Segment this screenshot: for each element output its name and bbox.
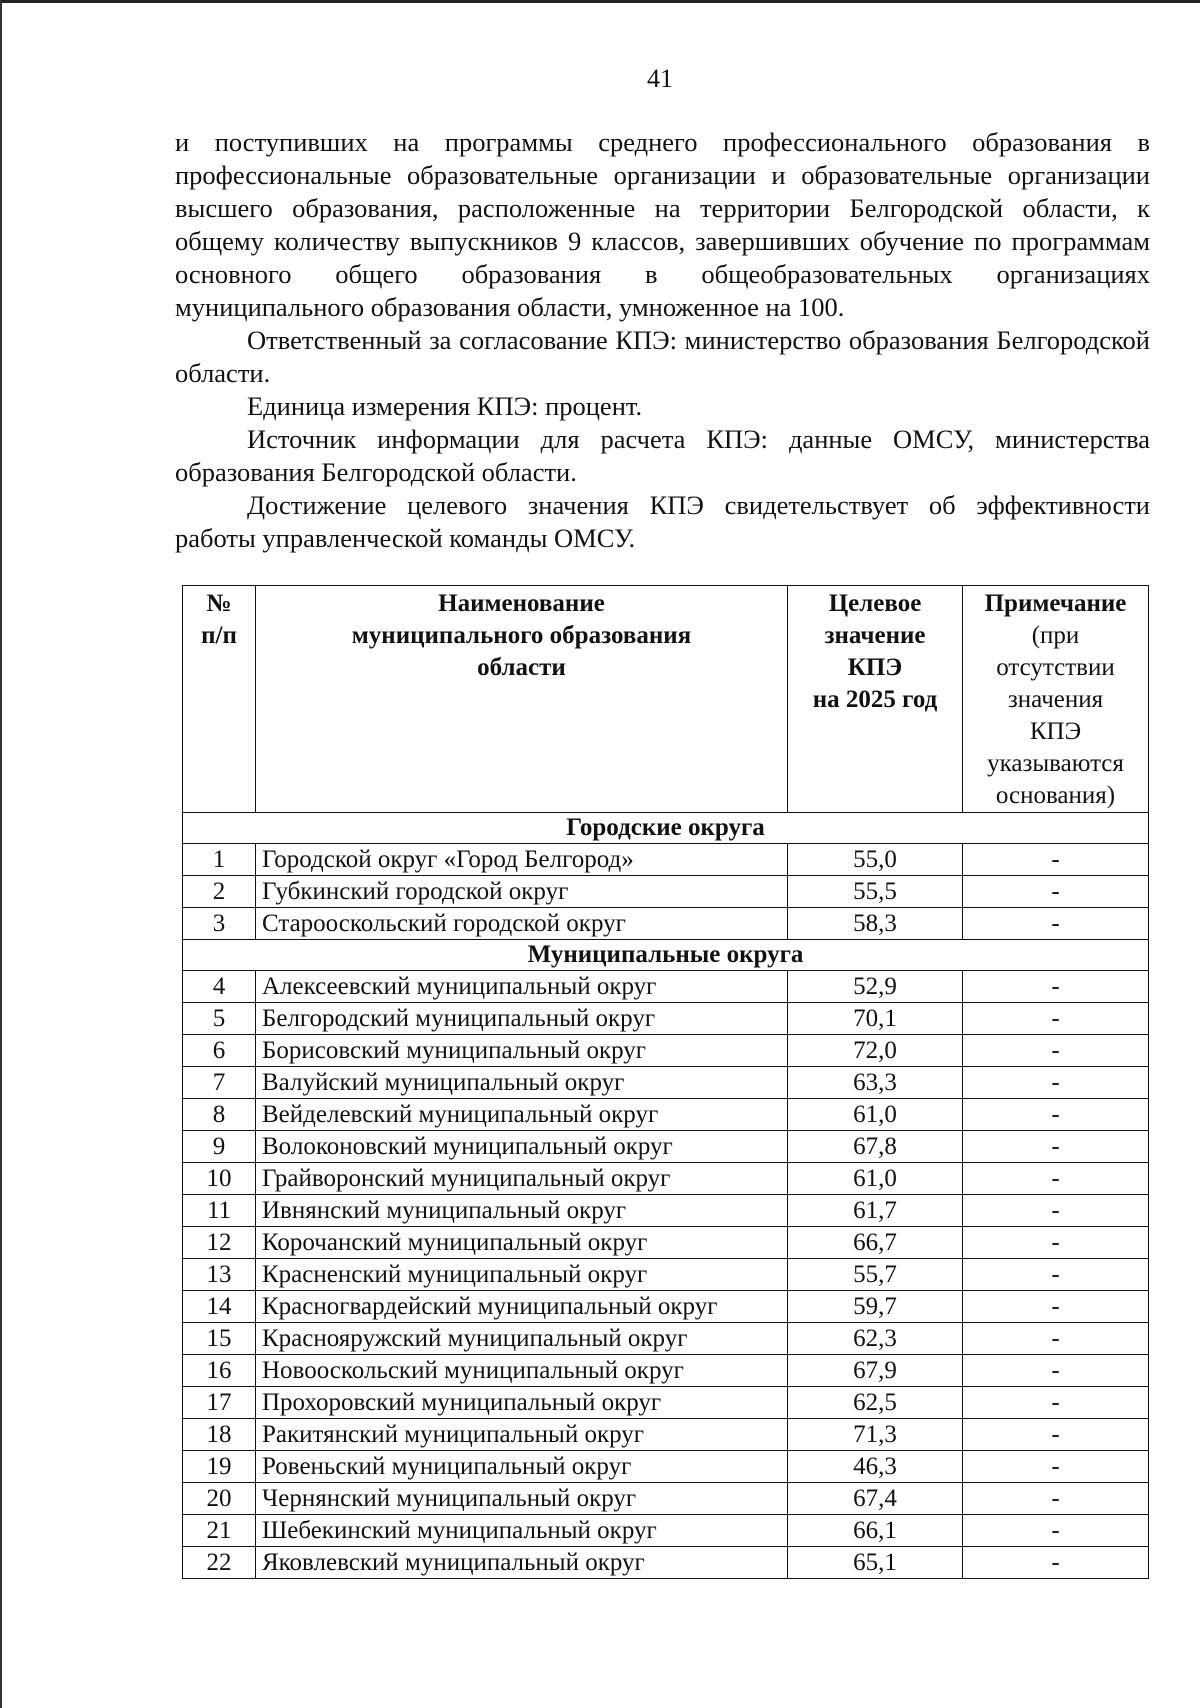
row-name: Чернянский муниципальный округ — [256, 1483, 788, 1515]
row-number: 17 — [183, 1387, 256, 1419]
row-value: 67,8 — [788, 1131, 963, 1163]
row-value: 55,0 — [788, 844, 963, 876]
row-name: Городской округ «Город Белгород» — [256, 844, 788, 876]
urban-section-body — [183, 813, 1149, 940]
row-note: - — [963, 1195, 1149, 1227]
row-value: 61,7 — [788, 1195, 963, 1227]
table-row — [183, 1259, 1149, 1291]
table-row — [183, 1067, 1149, 1099]
table-row — [183, 1227, 1149, 1259]
table-row — [183, 1099, 1149, 1131]
paragraph-source: Источник информации для расчета КПЭ: данные ОМСУ, министерства образования Белгородской области. — [175, 424, 1150, 487]
section-row-urban — [183, 813, 1149, 844]
row-name: Ракитянский муниципальный округ — [256, 1419, 788, 1451]
header-name-line: муниципального образования — [351, 622, 692, 649]
row-name: Алексеевский муниципальный округ — [256, 971, 788, 1003]
row-value: 46,3 — [788, 1451, 963, 1483]
header-value-line: Целевое — [828, 590, 922, 617]
section-row-municipal — [183, 940, 1149, 971]
header-name-line: Наименование — [438, 590, 605, 617]
table-row — [183, 1355, 1149, 1387]
header-note-line: (при — [1031, 622, 1080, 649]
header-name-line: области — [477, 654, 566, 681]
header-note-line: отсутствии — [996, 654, 1115, 681]
row-number: 5 — [183, 1003, 256, 1035]
section-title-municipal: Муниципальные округа — [183, 940, 1149, 971]
row-number: 7 — [183, 1067, 256, 1099]
row-name: Грайворонский муниципальный округ — [256, 1163, 788, 1195]
row-note: - — [963, 1323, 1149, 1355]
header-note-line: указываются — [987, 750, 1124, 777]
row-value: 65,1 — [788, 1547, 963, 1579]
row-number: 3 — [183, 908, 256, 940]
row-note: - — [963, 1515, 1149, 1547]
header-note-line: значения — [1007, 686, 1104, 713]
row-number: 13 — [183, 1259, 256, 1291]
municipal-section-body — [183, 940, 1149, 1579]
table-row — [183, 908, 1149, 940]
row-note: - — [963, 1035, 1149, 1067]
row-name: Ровеньский муниципальный округ — [256, 1451, 788, 1483]
paragraph-continuation: и поступивших на программы среднего профессионального образования в профессиональные образовательные организации и образовательные организации высшего образования, расположенные на территории Белгородской области, к общему количеству выпускников 9 классов, завершивших обучение по программам основного общего образования в общеобразовательных организациях муниципального образования области, умноженное на 100. — [175, 127, 1150, 322]
row-note: - — [963, 1387, 1149, 1419]
row-note: - — [963, 1259, 1149, 1291]
row-note: - — [963, 1291, 1149, 1323]
row-number: 18 — [183, 1419, 256, 1451]
row-number: 14 — [183, 1291, 256, 1323]
row-note: - — [963, 876, 1149, 908]
row-name: Валуйский муниципальный округ — [256, 1067, 788, 1099]
table-row — [183, 1547, 1149, 1579]
row-name: Красногвардейский муниципальный округ — [256, 1291, 788, 1323]
row-note: - — [963, 844, 1149, 876]
row-name: Новооскольский муниципальный округ — [256, 1355, 788, 1387]
table-row — [183, 876, 1149, 908]
header-num — [183, 586, 256, 813]
row-value: 62,3 — [788, 1323, 963, 1355]
row-number: 12 — [183, 1227, 256, 1259]
row-name: Прохоровский муниципальный округ — [256, 1387, 788, 1419]
header-note — [963, 586, 1149, 813]
header-value — [788, 586, 963, 813]
table-row — [183, 1035, 1149, 1067]
row-note: - — [963, 1099, 1149, 1131]
row-value: 61,0 — [788, 1099, 963, 1131]
row-note: - — [963, 1163, 1149, 1195]
row-value: 59,7 — [788, 1291, 963, 1323]
row-name: Вейделевский муниципальный округ — [256, 1099, 788, 1131]
row-name: Белгородский муниципальный округ — [256, 1003, 788, 1035]
header-note-line: КПЭ — [1029, 718, 1082, 745]
row-number: 2 — [183, 876, 256, 908]
row-name: Ивнянский муниципальный округ — [256, 1195, 788, 1227]
header-value-line: на 2025 год — [812, 686, 938, 713]
scan-edge-top — [0, 0, 1200, 3]
row-note: - — [963, 1355, 1149, 1387]
row-name: Губкинский городской округ — [256, 876, 788, 908]
row-value: 62,5 — [788, 1387, 963, 1419]
header-name — [256, 586, 788, 813]
table-row — [183, 1291, 1149, 1323]
table-row — [183, 1195, 1149, 1227]
row-note: - — [963, 1451, 1149, 1483]
header-num-line: п/п — [201, 622, 237, 649]
header-value-line: КПЭ — [847, 654, 903, 681]
row-name: Яковлевский муниципальный округ — [256, 1547, 788, 1579]
page-number: 41 — [647, 64, 673, 93]
row-value: 66,7 — [788, 1227, 963, 1259]
row-number: 20 — [183, 1483, 256, 1515]
row-number: 1 — [183, 844, 256, 876]
table-row — [183, 1483, 1149, 1515]
table-row — [183, 971, 1149, 1003]
row-number: 9 — [183, 1131, 256, 1163]
table-row — [183, 1131, 1149, 1163]
row-name: Красненский муниципальный округ — [256, 1259, 788, 1291]
row-number: 22 — [183, 1547, 256, 1579]
table-row — [183, 1419, 1149, 1451]
table-row — [183, 1515, 1149, 1547]
paragraph-unit: Единица измерения КПЭ: процент. — [247, 391, 643, 421]
row-note: - — [963, 1227, 1149, 1259]
row-value: 67,4 — [788, 1483, 963, 1515]
row-name: Краснояружский муниципальный округ — [256, 1323, 788, 1355]
row-note: - — [963, 1131, 1149, 1163]
row-note: - — [963, 1003, 1149, 1035]
table-row — [183, 844, 1149, 876]
row-number: 11 — [183, 1195, 256, 1227]
row-value: 58,3 — [788, 908, 963, 940]
row-note: - — [963, 971, 1149, 1003]
row-value: 67,9 — [788, 1355, 963, 1387]
header-value-line: значение — [824, 622, 926, 649]
row-name: Старооскольский городской округ — [256, 908, 788, 940]
body-text — [175, 126, 1150, 555]
row-number: 10 — [183, 1163, 256, 1195]
row-name: Шебекинский муниципальный округ — [256, 1515, 788, 1547]
row-note: - — [963, 1483, 1149, 1515]
row-number: 19 — [183, 1451, 256, 1483]
row-value: 70,1 — [788, 1003, 963, 1035]
row-value: 72,0 — [788, 1035, 963, 1067]
table-row — [183, 1003, 1149, 1035]
scan-edge-left — [0, 0, 2, 1708]
row-number: 4 — [183, 971, 256, 1003]
row-value: 61,0 — [788, 1163, 963, 1195]
header-note-title: Примечание — [984, 590, 1127, 617]
table-row — [183, 1163, 1149, 1195]
section-title-urban: Городские округа — [183, 813, 1149, 844]
table-row — [183, 1323, 1149, 1355]
table-row — [183, 1387, 1149, 1419]
kpe-table — [182, 585, 1149, 1579]
header-num-line: № — [206, 590, 232, 617]
table-header-row — [183, 586, 1149, 813]
row-number: 16 — [183, 1355, 256, 1387]
row-note: - — [963, 1547, 1149, 1579]
row-number: 8 — [183, 1099, 256, 1131]
row-number: 15 — [183, 1323, 256, 1355]
row-name: Борисовский муниципальный округ — [256, 1035, 788, 1067]
paragraph-responsible: Ответственный за согласование КПЭ: министерство образования Белгородской области. — [175, 325, 1150, 388]
row-value: 55,5 — [788, 876, 963, 908]
row-value: 55,7 — [788, 1259, 963, 1291]
row-number: 21 — [183, 1515, 256, 1547]
row-value: 52,9 — [788, 971, 963, 1003]
header-note-line: основания) — [995, 782, 1116, 809]
row-value: 66,1 — [788, 1515, 963, 1547]
row-value: 71,3 — [788, 1419, 963, 1451]
row-value: 63,3 — [788, 1067, 963, 1099]
row-note: - — [963, 1067, 1149, 1099]
row-name: Корочанский муниципальный округ — [256, 1227, 788, 1259]
table-row — [183, 1451, 1149, 1483]
paragraph-achievement: Достижение целевого значения КПЭ свидетельствует об эффективности работы управленческой команды ОМСУ. — [175, 490, 1150, 553]
row-number: 6 — [183, 1035, 256, 1067]
row-note: - — [963, 1419, 1149, 1451]
row-name: Волоконовский муниципальный округ — [256, 1131, 788, 1163]
row-note: - — [963, 908, 1149, 940]
